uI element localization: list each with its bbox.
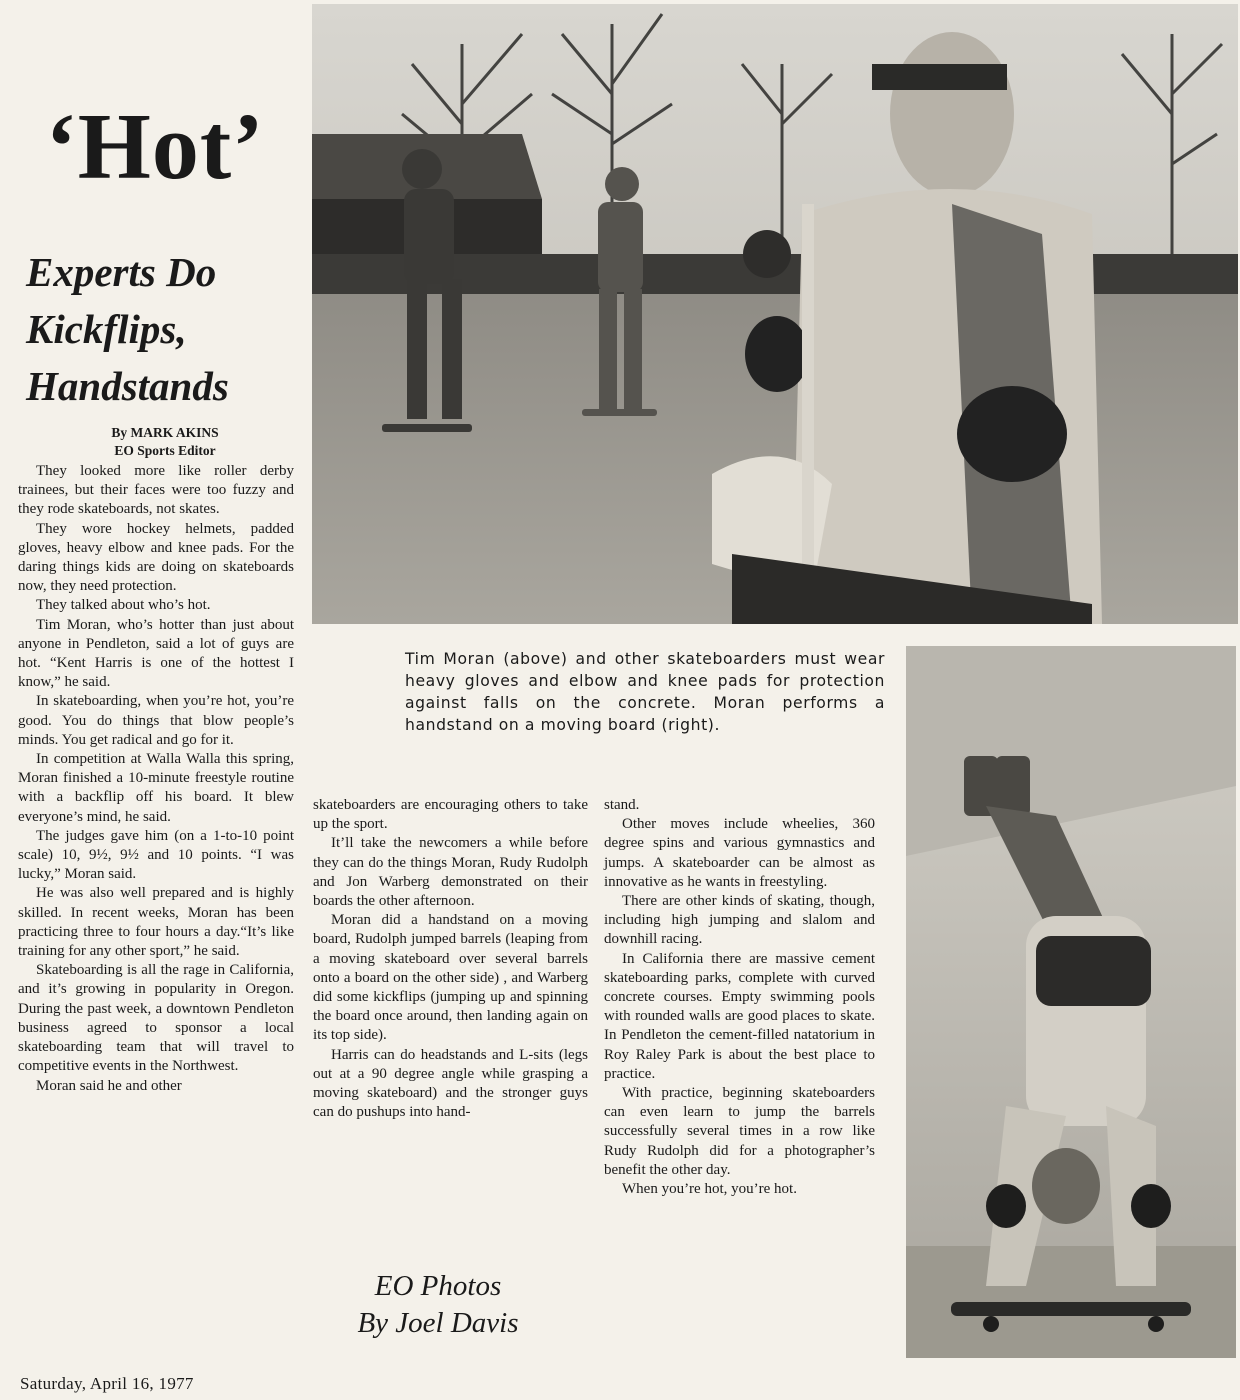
paragraph: The judges gave him (on a 1-to-10 point scale) 10, 9½, 9½ and 10 points. “I was lucky,” Moran said. [18, 827, 294, 883]
subhead-line: Kickflips, [26, 306, 187, 352]
paragraph: With practice, beginning skateboarders can even learn to jump the barrels successfully several times in a row like Rudy Rudolph did for a photographer’s benefit the other day. [604, 1085, 875, 1178]
paragraph: There are other kinds of skating, though, including high jumping and slalom and downhill racing. [604, 893, 875, 948]
subhead-line: Handstands [26, 363, 229, 409]
photo-caption: Tim Moran (above) and other skateboarders must wear heavy gloves and elbow and knee pads for protection against falls on the concrete. Moran performs a handstand on a moving board (right). [405, 650, 885, 734]
paragraph: skateboarders are encouraging others to take up the sport. [313, 797, 588, 833]
skateboarders-photo [312, 4, 1238, 624]
subhead-line: Experts Do [26, 249, 217, 295]
paragraph: Skateboarding is all the rage in California, and it’s growing in popularity in Oregon. During the past week, a downtown Pendleton business agreed to sponsor a local skateboarding team that will travel to competitive events in the Northwest. [18, 962, 294, 1075]
article-column-2 [313, 796, 588, 1122]
paragraph: Other moves include wheelies, 360 degree spins and various gymnastics and jumps. A skateboarder can be almost as innovative as he wants in freestyling. [604, 816, 875, 890]
paragraph: stand. [604, 797, 640, 813]
paragraph: Moran said he and other [36, 1077, 182, 1094]
photo-credit-line: By Joel Davis [357, 1307, 519, 1339]
paragraph: Moran did a handstand on a moving board, Rudolph jumped barrels (leaping from a moving skateboard over several barrels onto a board on the other side) , and Warberg did some kickflips (jumping up and spinning the board once around, then landing again on its top side). [313, 912, 588, 1044]
paragraph: In skateboarding, when you’re hot, you’re good. You do things that blow people’s minds. You get radical and go for it. [18, 693, 294, 748]
subheadline [26, 244, 306, 415]
photo-credit [318, 1268, 558, 1342]
handstand-photo [906, 646, 1236, 1358]
paragraph: They looked more like roller derby trainees, but their faces were too fuzzy and they rode skateboards, not skates. [18, 463, 294, 518]
paragraph: When you’re hot, you’re hot. [622, 1181, 797, 1198]
paragraph: In California there are massive cement skateboarding parks, complete with curved concrete courses. Empty swimming pools with rounded walls are good places to skate. In Pendleton the cement-filled natatorium in Roy Raley Park is about the best place to practice. [604, 950, 875, 1082]
paragraph: Tim Moran, who’s hotter than just about anyone in Pendleton, said a lot of guys are hot. “Kent Harris is one of the hottest I know,” he said. [18, 616, 294, 691]
paragraph: They wore hockey helmets, padded gloves, heavy elbow and knee pads. For the daring things kids are doing on skateboards now, they need protection. [18, 520, 294, 595]
article-column-3 [604, 796, 875, 1199]
paragraph: He was also well prepared and is highly skilled. In recent weeks, Moran has been practicing three to four hours a day.“It’s like training for any other sport,” he said. [18, 885, 294, 960]
byline-author: By MARK AKINS [111, 425, 219, 440]
paragraph: They talked about who’s hot. [36, 597, 211, 614]
byline-title: EO Sports Editor [114, 443, 216, 458]
headline: ‘Hot’ [45, 95, 265, 199]
dateline: Saturday, April 16, 1977 [20, 1374, 194, 1393]
paragraph: Harris can do headstands and L-sits (legs out at a 90 degree angle while grasping a moving skateboard) and the stronger guys can do pushups into hand- [313, 1046, 588, 1121]
byline [60, 424, 270, 460]
paragraph: It’ll take the newcomers a while before they can do the things Moran, Rudy Rudolph and Jon Warberg demonstrated on their boards the other afternoon. [313, 835, 588, 910]
photo-credit-line: EO Photos [374, 1270, 502, 1302]
article-column-1 [18, 462, 294, 1096]
paragraph: In competition at Walla Walla this spring, Moran finished a 10-minute freestyle routine with a backflip off his board. It blew everyone’s mind, he said. [18, 751, 294, 825]
